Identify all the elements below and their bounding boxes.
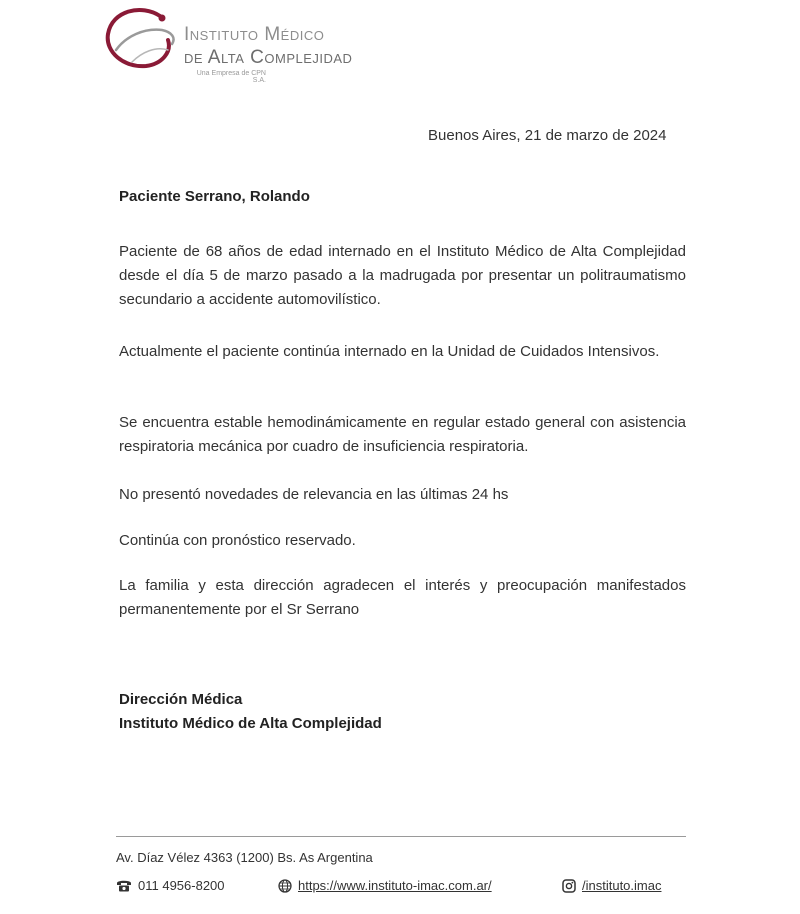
institution-logo	[102, 6, 362, 82]
logo-title-line1: Instituto Médico	[184, 24, 325, 45]
footer-divider	[116, 836, 686, 837]
paragraph-thanks: La familia y esta dirección agradecen el interés y preocupación manifestados permanentemente por el Sr Serrano	[119, 577, 686, 618]
logo-subtitle: Una Empresa de CPN S.A.	[196, 70, 266, 84]
logo-title-line2: de Alta Complejidad	[184, 47, 353, 68]
logo-swirl-icon	[102, 6, 180, 78]
footer-social[interactable]	[562, 878, 661, 893]
instagram-icon	[562, 879, 576, 893]
website-link[interactable]: https://www.instituto-imac.com.ar/	[298, 878, 492, 893]
paragraph-news: No presentó novedades de relevancia en las últimas 24 hs	[119, 486, 509, 503]
paragraph-prognosis: Continúa con pronóstico reservado.	[119, 532, 356, 549]
paragraph-admission: Paciente de 68 años de edad internado en el Instituto Médico de Alta Complejidad desde el día 5 de marzo pasado a la madrugada por presentar un politraumatismo secundario a accidente automovilístico.	[119, 243, 686, 308]
paragraph-icu: Actualmente el paciente continúa internado en la Unidad de Cuidados Intensivos.	[119, 343, 660, 360]
signature-block	[119, 688, 382, 736]
letter-date: Buenos Aires, 21 de marzo de 2024	[428, 127, 667, 144]
phone-icon	[116, 879, 132, 892]
footer-address: Av. Díaz Vélez 4363 (1200) Bs. As Argentina	[116, 850, 373, 865]
footer-phone	[116, 878, 225, 893]
footer-contacts	[116, 878, 688, 898]
social-link[interactable]: /instituto.imac	[582, 878, 662, 893]
phone-number: 011 4956-8200	[138, 878, 225, 893]
letter-recipient: Paciente Serrano, Rolando	[119, 188, 310, 205]
globe-icon	[278, 879, 292, 893]
paragraph-status: Se encuentra estable hemodinámicamente en regular estado general con asistencia respiratoria mecánica por cuadro de insuficiencia respiratoria.	[119, 414, 686, 455]
signature-department: Dirección Médica	[119, 691, 243, 708]
signature-institution: Instituto Médico de Alta Complejidad	[119, 715, 382, 732]
footer-website[interactable]	[278, 878, 492, 893]
